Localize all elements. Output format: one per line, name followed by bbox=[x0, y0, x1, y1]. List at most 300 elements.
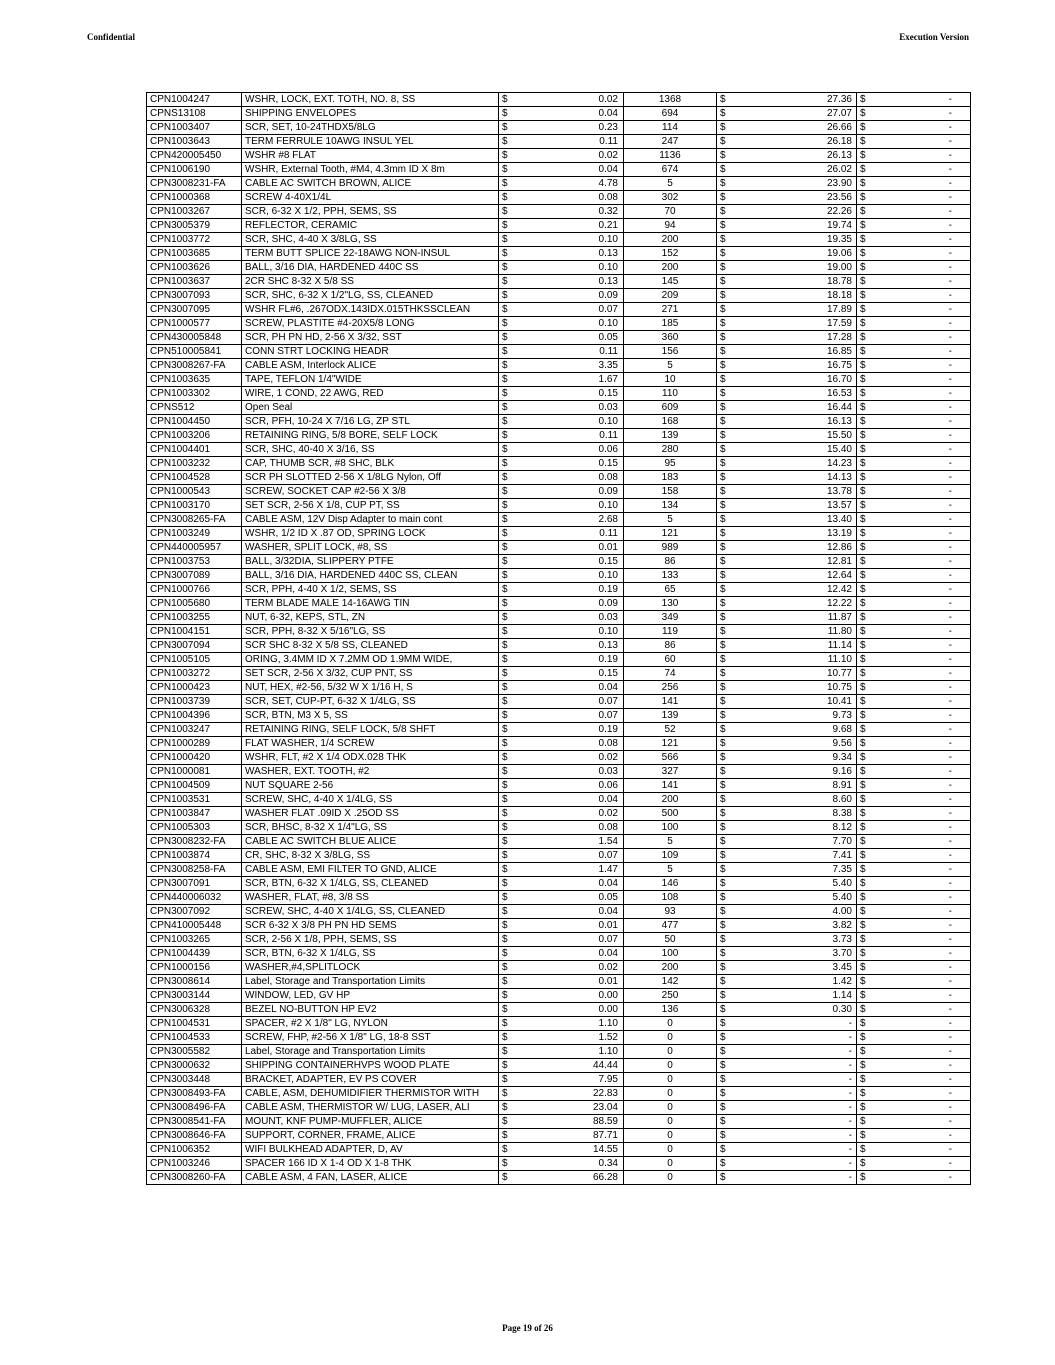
currency-cell: $ bbox=[499, 387, 512, 401]
table-row bbox=[147, 275, 971, 289]
description-cell: CABLE ASM, EMI FILTER TO GND, ALICE bbox=[242, 863, 499, 877]
value-cell: - bbox=[869, 289, 971, 303]
part-number-cell: CPN1003206 bbox=[147, 429, 242, 443]
extended-value-cell: 16.85 bbox=[729, 345, 857, 359]
table-row bbox=[147, 975, 971, 989]
value-cell: - bbox=[869, 303, 971, 317]
currency-cell: $ bbox=[857, 485, 870, 499]
currency-cell: $ bbox=[717, 905, 730, 919]
extended-value-cell: 22.26 bbox=[729, 205, 857, 219]
currency-cell: $ bbox=[717, 821, 730, 835]
value-cell: - bbox=[869, 667, 971, 681]
part-number-cell: CPN1003772 bbox=[147, 233, 242, 247]
value-cell: - bbox=[869, 849, 971, 863]
quantity-cell: 94 bbox=[624, 219, 717, 233]
currency-cell: $ bbox=[717, 989, 730, 1003]
value-cell: - bbox=[869, 331, 971, 345]
currency-cell: $ bbox=[857, 905, 870, 919]
quantity-cell: 989 bbox=[624, 541, 717, 555]
currency-cell: $ bbox=[857, 317, 870, 331]
description-cell: CONN STRT LOCKING HEADR bbox=[242, 345, 499, 359]
extended-value-cell: 17.59 bbox=[729, 317, 857, 331]
unit-cost-cell: 0.07 bbox=[511, 695, 624, 709]
extended-value-cell: 23.56 bbox=[729, 191, 857, 205]
value-cell: - bbox=[869, 457, 971, 471]
table-row bbox=[147, 947, 971, 961]
currency-cell: $ bbox=[499, 1157, 512, 1171]
quantity-cell: 327 bbox=[624, 765, 717, 779]
currency-cell: $ bbox=[717, 1073, 730, 1087]
quantity-cell: 349 bbox=[624, 611, 717, 625]
unit-cost-cell: 0.01 bbox=[511, 975, 624, 989]
extended-value-cell: 26.66 bbox=[729, 121, 857, 135]
description-cell: WIFI BULKHEAD ADAPTER, D, AV bbox=[242, 1143, 499, 1157]
value-cell: - bbox=[869, 709, 971, 723]
currency-cell: $ bbox=[499, 1073, 512, 1087]
currency-cell: $ bbox=[717, 653, 730, 667]
value-cell: - bbox=[869, 121, 971, 135]
value-cell: - bbox=[869, 877, 971, 891]
unit-cost-cell: 88.59 bbox=[511, 1115, 624, 1129]
value-cell: - bbox=[869, 205, 971, 219]
part-number-cell: CPN1000081 bbox=[147, 765, 242, 779]
table-row bbox=[147, 107, 971, 121]
currency-cell: $ bbox=[499, 1003, 512, 1017]
description-cell: BALL, 3/16 DIA, HARDENED 440C SS bbox=[242, 261, 499, 275]
table-row bbox=[147, 233, 971, 247]
part-number-cell: CPN1003302 bbox=[147, 387, 242, 401]
value-cell: - bbox=[869, 429, 971, 443]
currency-cell: $ bbox=[717, 709, 730, 723]
quantity-cell: 256 bbox=[624, 681, 717, 695]
currency-cell: $ bbox=[857, 401, 870, 415]
value-cell: - bbox=[869, 1059, 971, 1073]
currency-cell: $ bbox=[499, 639, 512, 653]
extended-value-cell: 16.53 bbox=[729, 387, 857, 401]
quantity-cell: 0 bbox=[624, 1045, 717, 1059]
part-number-cell: CPN1003272 bbox=[147, 667, 242, 681]
extended-value-cell: 1.42 bbox=[729, 975, 857, 989]
currency-cell: $ bbox=[499, 1087, 512, 1101]
unit-cost-cell: 0.15 bbox=[511, 457, 624, 471]
table-row bbox=[147, 989, 971, 1003]
quantity-cell: 141 bbox=[624, 779, 717, 793]
part-number-cell: CPN1004509 bbox=[147, 779, 242, 793]
currency-cell: $ bbox=[857, 765, 870, 779]
unit-cost-cell: 0.04 bbox=[511, 163, 624, 177]
value-cell: - bbox=[869, 107, 971, 121]
table-row bbox=[147, 261, 971, 275]
currency-cell: $ bbox=[717, 765, 730, 779]
currency-cell: $ bbox=[499, 681, 512, 695]
currency-cell: $ bbox=[499, 471, 512, 485]
currency-cell: $ bbox=[717, 261, 730, 275]
part-number-cell: CPN1003255 bbox=[147, 611, 242, 625]
part-number-cell: CPN1003874 bbox=[147, 849, 242, 863]
extended-value-cell: 18.18 bbox=[729, 289, 857, 303]
table-row bbox=[147, 317, 971, 331]
table-row bbox=[147, 1171, 971, 1185]
table-row bbox=[147, 415, 971, 429]
extended-value-cell: - bbox=[729, 1073, 857, 1087]
currency-cell: $ bbox=[857, 149, 870, 163]
quantity-cell: 5 bbox=[624, 177, 717, 191]
unit-cost-cell: 0.04 bbox=[511, 681, 624, 695]
table-row bbox=[147, 611, 971, 625]
table-row bbox=[147, 345, 971, 359]
unit-cost-cell: 0.11 bbox=[511, 135, 624, 149]
quantity-cell: 139 bbox=[624, 429, 717, 443]
table-row bbox=[147, 177, 971, 191]
description-cell: SCR, PH PN HD, 2-56 X 3/32, SST bbox=[242, 331, 499, 345]
part-number-cell: CPN3007095 bbox=[147, 303, 242, 317]
currency-cell: $ bbox=[857, 975, 870, 989]
currency-cell: $ bbox=[717, 1143, 730, 1157]
currency-cell: $ bbox=[857, 1157, 870, 1171]
extended-value-cell: 16.75 bbox=[729, 359, 857, 373]
currency-cell: $ bbox=[717, 807, 730, 821]
unit-cost-cell: 4.78 bbox=[511, 177, 624, 191]
description-cell: SCR, PPH, 4-40 X 1/2, SEMS, SS bbox=[242, 583, 499, 597]
value-cell: - bbox=[869, 625, 971, 639]
part-number-cell: CPN1004439 bbox=[147, 947, 242, 961]
currency-cell: $ bbox=[717, 443, 730, 457]
value-cell: - bbox=[869, 933, 971, 947]
quantity-cell: 60 bbox=[624, 653, 717, 667]
unit-cost-cell: 0.02 bbox=[511, 751, 624, 765]
currency-cell: $ bbox=[499, 597, 512, 611]
extended-value-cell: 26.13 bbox=[729, 149, 857, 163]
currency-cell: $ bbox=[857, 387, 870, 401]
value-cell: - bbox=[869, 527, 971, 541]
currency-cell: $ bbox=[857, 961, 870, 975]
currency-cell: $ bbox=[717, 401, 730, 415]
unit-cost-cell: 0.08 bbox=[511, 191, 624, 205]
quantity-cell: 121 bbox=[624, 527, 717, 541]
table-row bbox=[147, 485, 971, 499]
currency-cell: $ bbox=[717, 569, 730, 583]
currency-cell: $ bbox=[717, 205, 730, 219]
part-number-cell: CPN3008232-FA bbox=[147, 835, 242, 849]
currency-cell: $ bbox=[499, 303, 512, 317]
currency-cell: $ bbox=[499, 135, 512, 149]
part-number-cell: CPN1003246 bbox=[147, 1157, 242, 1171]
currency-cell: $ bbox=[857, 877, 870, 891]
currency-cell: $ bbox=[857, 555, 870, 569]
description-cell: SCR, 6-32 X 1/2, PPH, SEMS, SS bbox=[242, 205, 499, 219]
value-cell: - bbox=[869, 989, 971, 1003]
quantity-cell: 156 bbox=[624, 345, 717, 359]
currency-cell: $ bbox=[499, 891, 512, 905]
currency-cell: $ bbox=[499, 737, 512, 751]
table-row bbox=[147, 723, 971, 737]
quantity-cell: 95 bbox=[624, 457, 717, 471]
quantity-cell: 114 bbox=[624, 121, 717, 135]
currency-cell: $ bbox=[717, 1031, 730, 1045]
table-row bbox=[147, 1031, 971, 1045]
table-row bbox=[147, 247, 971, 261]
currency-cell: $ bbox=[717, 345, 730, 359]
description-cell: REFLECTOR, CERAMIC bbox=[242, 219, 499, 233]
value-cell: - bbox=[869, 1129, 971, 1143]
quantity-cell: 52 bbox=[624, 723, 717, 737]
quantity-cell: 109 bbox=[624, 849, 717, 863]
part-number-cell: CPN440006032 bbox=[147, 891, 242, 905]
table-row bbox=[147, 149, 971, 163]
currency-cell: $ bbox=[717, 163, 730, 177]
table-row bbox=[147, 1003, 971, 1017]
description-cell: WASHER, EXT. TOOTH, #2 bbox=[242, 765, 499, 779]
description-cell: SUPPORT, CORNER, FRAME, ALICE bbox=[242, 1129, 499, 1143]
unit-cost-cell: 0.08 bbox=[511, 471, 624, 485]
extended-value-cell: 16.13 bbox=[729, 415, 857, 429]
currency-cell: $ bbox=[857, 1101, 870, 1115]
part-number-cell: CPN1004401 bbox=[147, 443, 242, 457]
extended-value-cell: 9.73 bbox=[729, 709, 857, 723]
quantity-cell: 0 bbox=[624, 1101, 717, 1115]
part-number-cell: CPN1004151 bbox=[147, 625, 242, 639]
table-row bbox=[147, 709, 971, 723]
extended-value-cell: 13.19 bbox=[729, 527, 857, 541]
table-row bbox=[147, 191, 971, 205]
part-number-cell: CPN440005957 bbox=[147, 541, 242, 555]
value-cell: - bbox=[869, 1171, 971, 1185]
value-cell: - bbox=[869, 163, 971, 177]
description-cell: CABLE AC SWITCH BROWN, ALICE bbox=[242, 177, 499, 191]
currency-cell: $ bbox=[499, 835, 512, 849]
table-row bbox=[147, 1059, 971, 1073]
extended-value-cell: 12.81 bbox=[729, 555, 857, 569]
description-cell: SET SCR, 2-56 X 1/8, CUP PT, SS bbox=[242, 499, 499, 513]
table-row bbox=[147, 835, 971, 849]
currency-cell: $ bbox=[499, 1101, 512, 1115]
unit-cost-cell: 0.06 bbox=[511, 443, 624, 457]
part-number-cell: CPN3008267-FA bbox=[147, 359, 242, 373]
currency-cell: $ bbox=[857, 163, 870, 177]
table-row bbox=[147, 555, 971, 569]
description-cell: WINDOW, LED, GV HP bbox=[242, 989, 499, 1003]
description-cell: SCR, BTN, 6-32 X 1/4LG, SS, CLEANED bbox=[242, 877, 499, 891]
currency-cell: $ bbox=[717, 891, 730, 905]
description-cell: SCREW 4-40X1/4L bbox=[242, 191, 499, 205]
currency-cell: $ bbox=[499, 289, 512, 303]
currency-cell: $ bbox=[857, 709, 870, 723]
currency-cell: $ bbox=[857, 989, 870, 1003]
part-number-cell: CPN1003739 bbox=[147, 695, 242, 709]
unit-cost-cell: 0.04 bbox=[511, 877, 624, 891]
currency-cell: $ bbox=[717, 1171, 730, 1185]
description-cell: WASHER,#4,SPLITLOCK bbox=[242, 961, 499, 975]
extended-value-cell: 11.87 bbox=[729, 611, 857, 625]
extended-value-cell: 26.18 bbox=[729, 135, 857, 149]
currency-cell: $ bbox=[857, 499, 870, 513]
currency-cell: $ bbox=[857, 1143, 870, 1157]
table-row bbox=[147, 303, 971, 317]
unit-cost-cell: 14.55 bbox=[511, 1143, 624, 1157]
value-cell: - bbox=[869, 1031, 971, 1045]
value-cell: - bbox=[869, 135, 971, 149]
value-cell: - bbox=[869, 835, 971, 849]
currency-cell: $ bbox=[717, 219, 730, 233]
currency-cell: $ bbox=[857, 1017, 870, 1031]
extended-value-cell: 11.10 bbox=[729, 653, 857, 667]
part-number-cell: CPN1003407 bbox=[147, 121, 242, 135]
table-row bbox=[147, 443, 971, 457]
quantity-cell: 10 bbox=[624, 373, 717, 387]
currency-cell: $ bbox=[499, 751, 512, 765]
part-number-cell: CPN3007091 bbox=[147, 877, 242, 891]
extended-value-cell: - bbox=[729, 1017, 857, 1031]
unit-cost-cell: 0.04 bbox=[511, 947, 624, 961]
currency-cell: $ bbox=[717, 415, 730, 429]
extended-value-cell: 17.89 bbox=[729, 303, 857, 317]
quantity-cell: 0 bbox=[624, 1157, 717, 1171]
currency-cell: $ bbox=[499, 373, 512, 387]
part-number-cell: CPN3003448 bbox=[147, 1073, 242, 1087]
quantity-cell: 209 bbox=[624, 289, 717, 303]
value-cell: - bbox=[869, 191, 971, 205]
unit-cost-cell: 3.35 bbox=[511, 359, 624, 373]
currency-cell: $ bbox=[717, 1087, 730, 1101]
currency-cell: $ bbox=[499, 429, 512, 443]
unit-cost-cell: 0.19 bbox=[511, 583, 624, 597]
currency-cell: $ bbox=[857, 667, 870, 681]
unit-cost-cell: 0.32 bbox=[511, 205, 624, 219]
currency-cell: $ bbox=[857, 835, 870, 849]
currency-cell: $ bbox=[717, 919, 730, 933]
table-row bbox=[147, 667, 971, 681]
part-number-cell: CPN3007094 bbox=[147, 639, 242, 653]
extended-value-cell: 19.06 bbox=[729, 247, 857, 261]
extended-value-cell: 10.41 bbox=[729, 695, 857, 709]
extended-value-cell: 11.14 bbox=[729, 639, 857, 653]
value-cell: - bbox=[869, 821, 971, 835]
table-row bbox=[147, 205, 971, 219]
value-cell: - bbox=[869, 275, 971, 289]
currency-cell: $ bbox=[499, 275, 512, 289]
header-execution-version: Execution Version bbox=[899, 32, 969, 42]
unit-cost-cell: 0.02 bbox=[511, 961, 624, 975]
currency-cell: $ bbox=[499, 247, 512, 261]
table-row bbox=[147, 429, 971, 443]
extended-value-cell: 13.78 bbox=[729, 485, 857, 499]
value-cell: - bbox=[869, 513, 971, 527]
description-cell: SCR, PFH, 10-24 X 7/16 LG, ZP STL bbox=[242, 415, 499, 429]
description-cell: SCR, SHC, 40-40 X 3/16, SS bbox=[242, 443, 499, 457]
description-cell: BALL, 3/16 DIA, HARDENED 440C SS, CLEAN bbox=[242, 569, 499, 583]
quantity-cell: 158 bbox=[624, 485, 717, 499]
currency-cell: $ bbox=[857, 191, 870, 205]
page-number: Page 19 of 26 bbox=[502, 1323, 553, 1333]
currency-cell: $ bbox=[499, 765, 512, 779]
currency-cell: $ bbox=[499, 1031, 512, 1045]
unit-cost-cell: 7.95 bbox=[511, 1073, 624, 1087]
quantity-cell: 74 bbox=[624, 667, 717, 681]
currency-cell: $ bbox=[717, 107, 730, 121]
unit-cost-cell: 0.09 bbox=[511, 485, 624, 499]
unit-cost-cell: 0.04 bbox=[511, 793, 624, 807]
value-cell: - bbox=[869, 639, 971, 653]
currency-cell: $ bbox=[499, 1059, 512, 1073]
part-number-cell: CPN1003637 bbox=[147, 275, 242, 289]
table-row bbox=[147, 457, 971, 471]
currency-cell: $ bbox=[857, 569, 870, 583]
unit-cost-cell: 0.13 bbox=[511, 639, 624, 653]
currency-cell: $ bbox=[857, 247, 870, 261]
description-cell: SCR PH SLOTTED 2-56 X 1/8LG Nylon, Off bbox=[242, 471, 499, 485]
currency-cell: $ bbox=[857, 177, 870, 191]
extended-value-cell: 19.35 bbox=[729, 233, 857, 247]
currency-cell: $ bbox=[499, 149, 512, 163]
currency-cell: $ bbox=[499, 961, 512, 975]
part-number-cell: CPN3007089 bbox=[147, 569, 242, 583]
quantity-cell: 133 bbox=[624, 569, 717, 583]
unit-cost-cell: 0.03 bbox=[511, 611, 624, 625]
currency-cell: $ bbox=[499, 919, 512, 933]
currency-cell: $ bbox=[499, 1045, 512, 1059]
currency-cell: $ bbox=[717, 303, 730, 317]
table-row bbox=[147, 1017, 971, 1031]
quantity-cell: 1368 bbox=[624, 93, 717, 107]
description-cell: CABLE ASM, Interlock ALICE bbox=[242, 359, 499, 373]
part-number-cell: CPN1003247 bbox=[147, 723, 242, 737]
currency-cell: $ bbox=[499, 541, 512, 555]
currency-cell: $ bbox=[499, 793, 512, 807]
quantity-cell: 65 bbox=[624, 583, 717, 597]
unit-cost-cell: 0.10 bbox=[511, 625, 624, 639]
currency-cell: $ bbox=[499, 485, 512, 499]
part-number-cell: CPN1006352 bbox=[147, 1143, 242, 1157]
part-number-cell: CPN1003170 bbox=[147, 499, 242, 513]
quantity-cell: 609 bbox=[624, 401, 717, 415]
currency-cell: $ bbox=[717, 737, 730, 751]
description-cell: Label, Storage and Transportation Limits bbox=[242, 1045, 499, 1059]
description-cell: SCR, SET, CUP-PT, 6-32 X 1/4LG, SS bbox=[242, 695, 499, 709]
quantity-cell: 0 bbox=[624, 1143, 717, 1157]
unit-cost-cell: 0.10 bbox=[511, 415, 624, 429]
table-row bbox=[147, 541, 971, 555]
description-cell: NUT, 6-32, KEPS, STL, ZN bbox=[242, 611, 499, 625]
extended-value-cell: 19.00 bbox=[729, 261, 857, 275]
part-number-cell: CPN3006328 bbox=[147, 1003, 242, 1017]
part-number-cell: CPN1005105 bbox=[147, 653, 242, 667]
quantity-cell: 694 bbox=[624, 107, 717, 121]
value-cell: - bbox=[869, 485, 971, 499]
table-row bbox=[147, 877, 971, 891]
currency-cell: $ bbox=[857, 205, 870, 219]
extended-value-cell: - bbox=[729, 1157, 857, 1171]
table-row bbox=[147, 653, 971, 667]
table-row bbox=[147, 569, 971, 583]
description-cell: CABLE, ASM, DEHUMIDIFIER THERMISTOR WITH bbox=[242, 1087, 499, 1101]
currency-cell: $ bbox=[499, 107, 512, 121]
value-cell: - bbox=[869, 555, 971, 569]
unit-cost-cell: 1.52 bbox=[511, 1031, 624, 1045]
currency-cell: $ bbox=[717, 149, 730, 163]
quantity-cell: 360 bbox=[624, 331, 717, 345]
description-cell: SCR, SHC, 4-40 X 3/8LG, SS bbox=[242, 233, 499, 247]
description-cell: SPACER, #2 X 1/8" LG, NYLON bbox=[242, 1017, 499, 1031]
unit-cost-cell: 0.06 bbox=[511, 779, 624, 793]
unit-cost-cell: 0.23 bbox=[511, 121, 624, 135]
unit-cost-cell: 0.10 bbox=[511, 499, 624, 513]
unit-cost-cell: 0.03 bbox=[511, 401, 624, 415]
currency-cell: $ bbox=[499, 359, 512, 373]
description-cell: WASHER, FLAT, #8, 3/8 SS bbox=[242, 891, 499, 905]
currency-cell: $ bbox=[499, 555, 512, 569]
currency-cell: $ bbox=[717, 1101, 730, 1115]
table-row bbox=[147, 513, 971, 527]
